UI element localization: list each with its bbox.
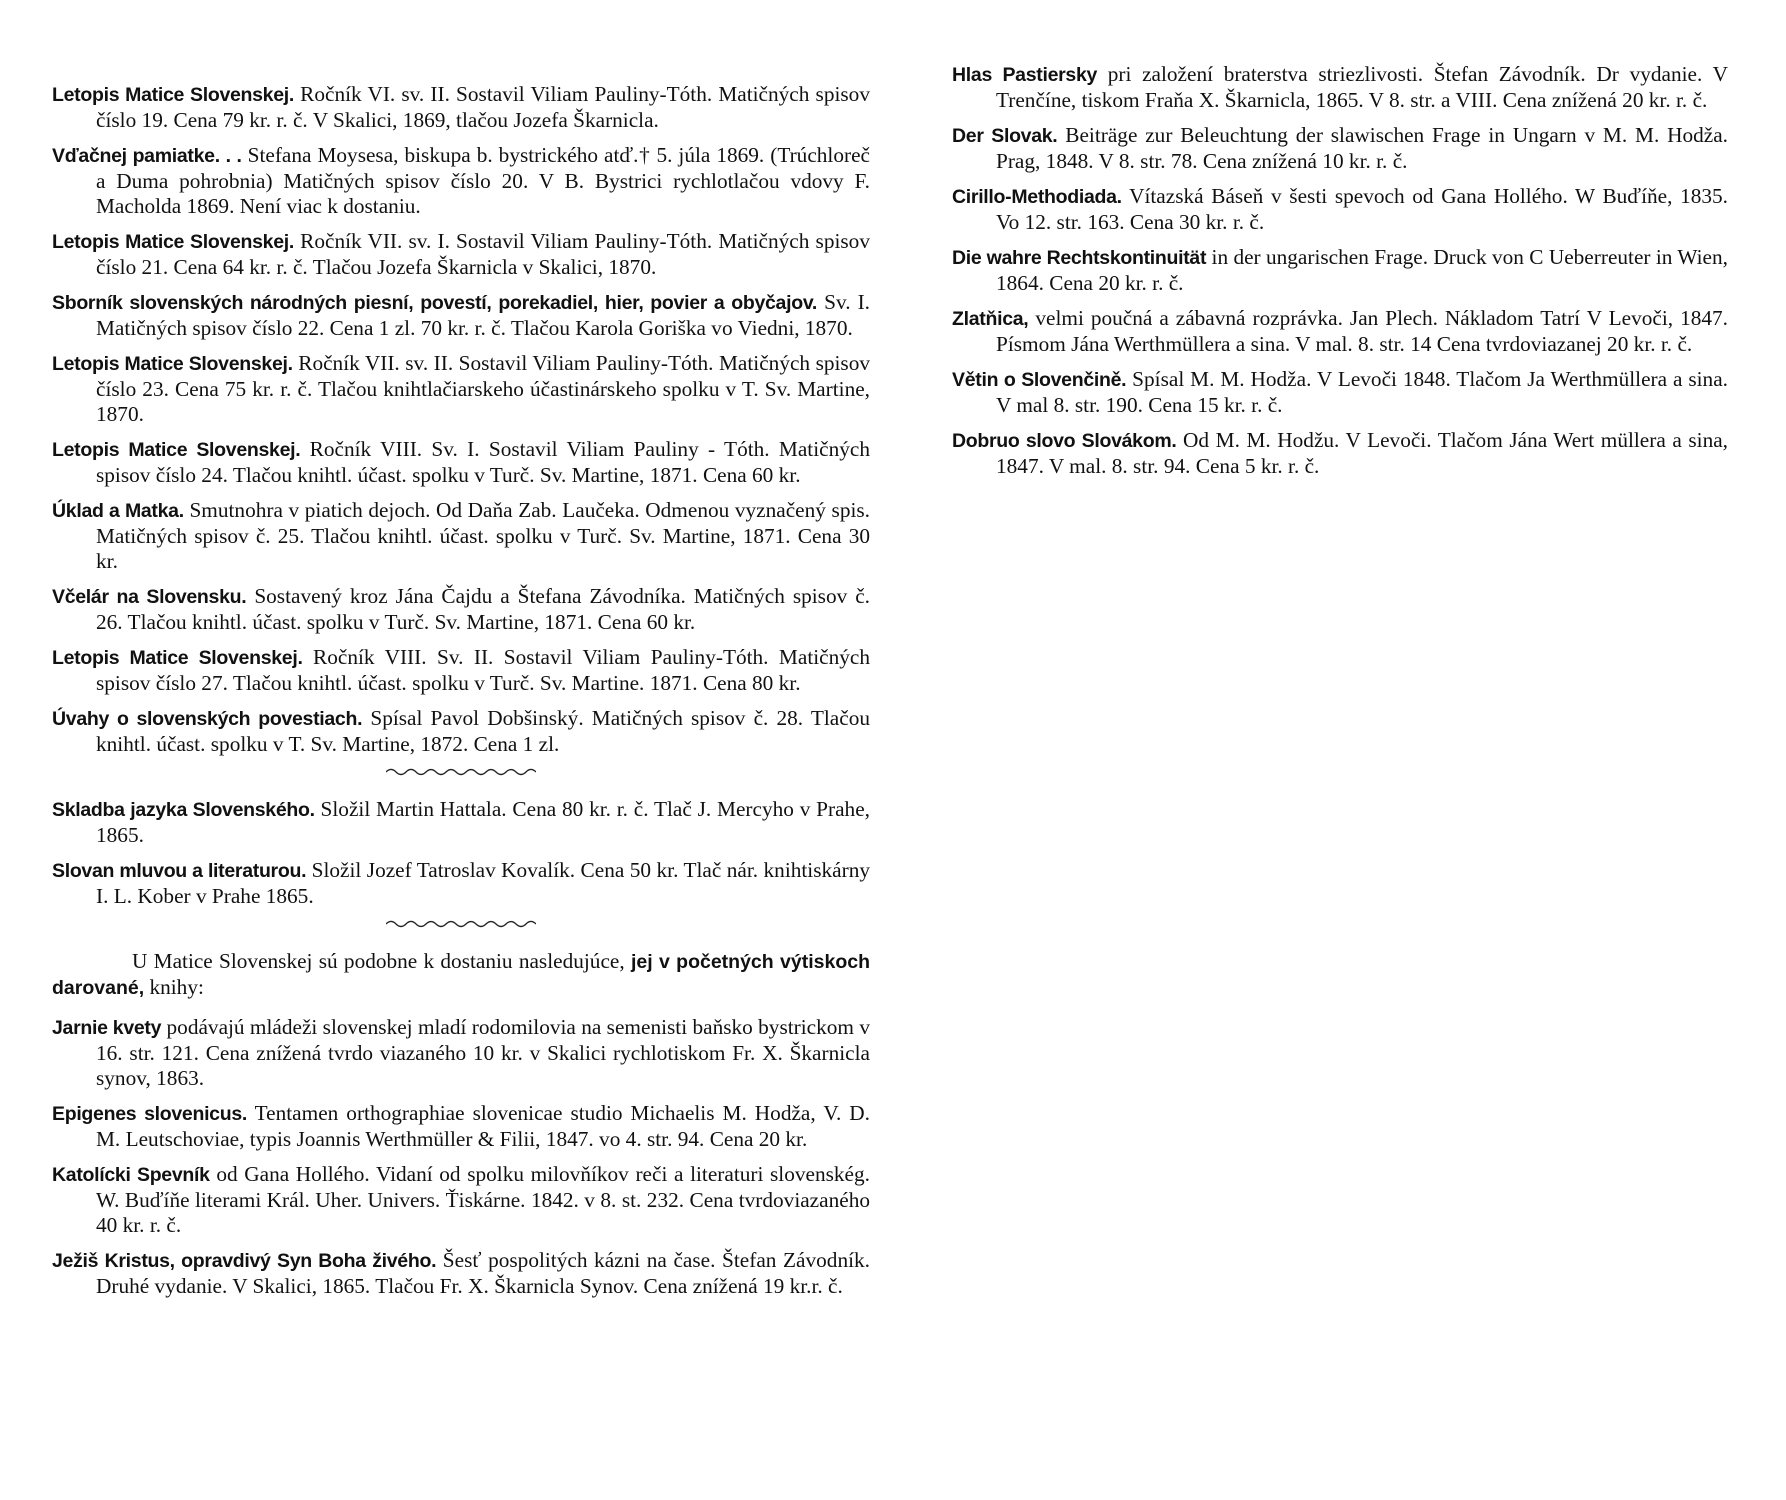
catalog-entry [52,858,870,909]
entry-title: Hlas Pastiersky [952,64,1098,86]
entry-text: Od M. M. Hodžu. V Levoči. Tlačom Jána Wert müllera a sina, 1847. V mal. 8. str. 94. Cena 5 kr. r. č. [996,428,1728,478]
catalog-group-right [952,62,1728,479]
catalog-group-donated [52,1015,870,1299]
entry-text: Stefana Moysesa, biskupa b. bystrického atď.† 5. júla 1869. (Trúchloreč a Duma pohrobnia) Matičných spisov číslo 20. V B. Bystrici rychlotlačou vdovy F. Macholda 1869. Není viac k dostaniu. [96,143,870,218]
entry-text: Složil Martin Hattala. Cena 80 kr. r. č. Tlač J. Mercyho v Prahe, 1865. [96,797,870,847]
catalog-entry [52,351,870,427]
catalog-entry [952,428,1728,479]
entry-text: Beiträge zur Beleuchtung der slawischen Frage in Ungarn v M. M. Hodža. Prag, 1848. V 8. str. 78. Cena znížená 10 kr. r. č. [996,123,1729,173]
right-column [952,62,1728,489]
catalog-entry [52,229,870,280]
catalog-entry [952,62,1728,113]
catalog-entry [52,1162,870,1238]
entry-title: Katolícki Spevník [52,1164,210,1186]
catalog-entry [52,290,870,341]
catalog-entry [952,306,1728,357]
donation-intro [52,949,870,1001]
entry-text: Složil Jozef Tatroslav Kovalík. Cena 50 kr. Tlač nár. knihtiskárny I. L. Kober v Prahe 1865. [96,858,870,908]
entry-text: velmi poučná a zábavná rozprávka. Jan Plech. Nákladom Tatrí V Levoči, 1847. Písmom Jána Werthmüllera a sina. V mal. 8. str. 14 Cena tvrdoviazanej 20 kr. r. č. [996,306,1728,356]
catalog-entry [52,1248,870,1299]
entry-title: Dobruo slovo Slovákom. [952,430,1177,452]
entry-text: od Gana Hollého. Vidaní od spolku milovňíkov reči a literaturi slovenskég. W. Buďíňe literami Král. Uher. Univers. Ťiskárne. 1842. v 8. st. 232. Cena tvrdoviazaného 40 kr. r. č. [96,1162,870,1237]
entry-title: Úklad a Matka. [52,500,184,522]
catalog-entry [52,437,870,488]
catalog-group-other [52,797,870,909]
entry-text: Ročník VII. sv. II. Sostavil Viliam Pauliny-Tóth. Matičných spisov číslo 23. Cena 75 kr. r. č. Tlačou knihtlačiarskeho účastinárskeho spolku v T. Sv. Martine, 1870. [96,351,871,426]
entry-title: Zlatňica, [952,308,1029,330]
entry-title: Cirillo-Methodiada. [952,186,1122,208]
entry-title: Letopis Matice Slovenskej. [52,647,303,669]
catalog-entry [52,82,870,133]
catalog-entry [952,367,1728,418]
entry-text: Vítazská Báseň v šesti spevoch od Gana Hollého. W Buďíňe, 1835. Vo 12. str. 163. Cena 30 kr. r. č. [996,184,1728,234]
entry-text: Spísal M. M. Hodža. V Levoči 1848. Tlačom Ja Werthmüllera a sina. V mal 8. str. 190. Cena 15 kr. r. č. [996,367,1728,417]
entry-text: in der ungarischen Frage. Druck von C Ueberreuter in Wien, 1864. Cena 20 kr. r. č. [996,245,1728,295]
entry-text: Smutnohra v piatich dejoch. Od Daňa Zab. Laučeka. Odmenou vyznačený spis. Matičných spisov č. 25. Tlačou knihtl. účast. spolku v Turč. Sv. Martine, 1871. Cena 30 kr. [96,498,870,573]
intro-tail: knihy: [149,975,204,999]
entry-text: Ročník VII. sv. I. Sostavil Viliam Pauliny-Tóth. Matičných spisov číslo 21. Cena 64 kr. r. č. Tlačou Jozefa Škarnicla v Skalici, 1870. [96,229,870,279]
left-column [52,82,870,1309]
entry-text: Sv. I. Matičných spisov číslo 22. Cena 1 zl. 70 kr. r. č. Tlačou Karola Goriška vo Viedni, 1870. [96,290,870,340]
entry-text: Ročník VIII. Sv. II. Sostavil Viliam Pauliny-Tóth. Matičných spisov číslo 27. Tlačou knihtl. účast. spolku v Turč. Sv. Martine. 1871. Cena 80 kr. [96,645,871,695]
entry-text: Spísal Pavol Dobšinský. Matičných spisov č. 28. Tlačou knihtl. účast. spolku v T. Sv. Martine, 1872. Cena 1 zl. [96,706,871,756]
entry-title: Slovan mluvou a literaturou. [52,860,307,882]
entry-title: Úvahy o slovenských povestiach. [52,708,363,730]
entry-text: Ročník VI. sv. II. Sostavil Viliam Pauliny-Tóth. Matičných spisov číslo 19. Cena 79 kr. r. č. V Skalici, 1869, tlačou Jozefa Škarnicla. [96,82,870,132]
entry-title: Sborník slovenských národných piesní, povestí, porekadiel, hier, povier a obyčajov. [52,292,818,314]
catalog-entry [52,584,870,635]
intro-bold: jej v početných výtiskoch darované, [52,951,870,999]
entry-title: Včelár na Slovensku. [52,586,247,608]
catalog-entry [52,1101,870,1152]
intro-text: U Matice Slovenskej sú podobne k dostaniu nasledujúce, [132,949,625,973]
entry-title: Jarnie kvety [52,1017,162,1039]
entry-text: Šesť pospolitých kázni na čase. Štefan Závodník. Druhé vydanie. V Skalici, 1865. Tlačou Fr. X. Škarnicla Synov. Cena znížená 19 kr.r. č. [96,1248,870,1298]
entry-title: Skladba jazyka Slovenského. [52,799,315,821]
catalog-entry [52,498,870,574]
catalog-entry [52,1015,870,1091]
entry-title: Letopis Matice Slovenskej. [52,439,301,461]
catalog-entry [952,123,1728,174]
entry-title: Vďačnej pamiatke. . . [52,145,242,167]
entry-text: Ročník VIII. Sv. I. Sostavil Viliam Pauliny - Tóth. Matičných spisov číslo 24. Tlačou knihtl. účast. spolku v Turč. Sv. Martine, 1871. Cena 60 kr. [96,437,870,487]
catalog-entry [52,645,870,696]
catalog-entry [952,245,1728,296]
wavy-divider [52,767,870,785]
catalog-group-matica [52,82,870,757]
entry-title: Letopis Matice Slovenskej. [52,84,295,106]
wavy-divider [52,919,870,937]
entry-text: podávajú mládeži slovenskej mladí rodomilovia na semenisti baňsko bystrickom v 16. str. 121. Cena znížená tvrdo viazaného 10 kr. v Skalici rychlotiskom Fr. X. Škarnicla synov, 1863. [96,1015,870,1090]
entry-title: Die wahre Rechtskontinuität [952,247,1207,269]
entry-text: Sostavený kroz Jána Čajdu a Štefana Závodníka. Matičných spisov č. 26. Tlačou knihtl. účast. spolku v Turč. Sv. Martine, 1871. Cena 60 kr. [96,584,870,634]
entry-title: Větin o Slovenčině. [952,369,1127,391]
entry-title: Ježiš Kristus, opravdivý Syn Boha živého. [52,1250,437,1272]
catalog-entry [52,797,870,848]
entry-text: Tentamen orthographiae slovenicae studio Michaelis M. Hodža, V. D. M. Leutschoviae, typis Joannis Werthmüller & Filii, 1847. vo 4. str. 94. Cena 20 kr. [96,1101,870,1151]
entry-title: Letopis Matice Slovenskej. [52,353,293,375]
entry-title: Epigenes slovenicus. [52,1103,248,1125]
catalog-entry [952,184,1728,235]
entry-title: Der Slovak. [952,125,1058,147]
catalog-entry [52,706,870,757]
entry-title: Letopis Matice Slovenskej. [52,231,295,253]
entry-text: pri založení braterstva striezlivosti. Štefan Závodník. Dr vydanie. V Trenčíne, tiskom Fraňa X. Škarnicla, 1865. V 8. str. a VIII. Cena znížená 20 kr. r. č. [996,62,1728,112]
catalog-entry [52,143,870,219]
